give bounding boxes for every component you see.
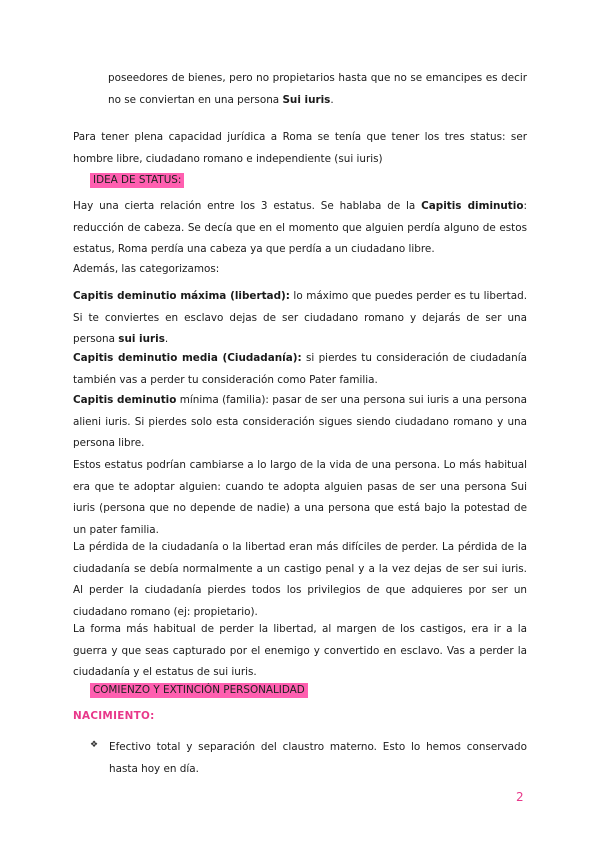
bold-term: Capitis deminutio máxima (libertad): — [73, 290, 290, 302]
paragraph-maxima — [73, 286, 527, 351]
paragraph-text: lo máximo que puedes perder es tu libertad. Si te conviertes en esclavo dejas de ser ciudadano romano y dejarás de ser una persona — [73, 290, 528, 345]
paragraph-estatus-cambio: Estos estatus podrían cambiarse a lo largo de la vida de una persona. Lo más habitual era que te adoptar alguien: cuando te adopta alguien pasas de ser una persona Sui iuris (persona que no depende de nadie) a una persona que está bajo la potestad de un pater familia. — [73, 459, 527, 536]
paragraph-capacity: Para tener plena capacidad jurídica a Roma se tenía que tener los tres status: ser hombre libre, ciudadano romano e independiente (sui iuris) — [73, 131, 527, 165]
bullet-text: Efectivo total y separación del claustro materno. Esto lo hemos conservado hasta hoy en día. — [109, 741, 527, 775]
paragraph-categorizamos: Además, las categorizamos: — [73, 263, 220, 275]
paragraph-text: Hay una cierta relación entre los 3 estatus. Se hablaba de la — [73, 200, 422, 212]
bold-term: Capitis deminutio media (Ciudadanía): — [73, 352, 302, 364]
diamond-bullet-icon: ❖ — [90, 740, 99, 750]
bold-term: Capitis diminutio — [421, 200, 524, 212]
paragraph-perdida-ciudadania: La pérdida de la ciudadanía o la libertad eran más difíciles de perder. La pérdida de la ciudadanía se debía normalmente a un castigo penal y a la vez dejas de ser sui iuris. Al perder la ciudadanía pierdes todos los privilegios de que adquieres por ser un ciudadano romano (ej: propietario). — [73, 541, 527, 618]
paragraph-text: . — [330, 93, 334, 106]
paragraph-continuation — [108, 68, 527, 111]
paragraph-text: si pierdes tu consideración de ciudadanía también vas a perder tu consideración como Pater familia. — [73, 352, 527, 386]
paragraph-minima — [73, 390, 527, 455]
bullet-item — [90, 737, 527, 780]
paragraph-text: mínima (familia): pasar de ser una persona sui iuris a una persona alieni iuris. Si pierdes solo esta consideración sigues siendo ciudadano romano y una persona libre. — [73, 394, 527, 449]
paragraph-text: . — [164, 333, 169, 345]
subheading-nacimiento: NACIMIENTO: — [73, 710, 155, 722]
heading-idea-de-status: IDEA DE STATUS: — [90, 173, 184, 188]
paragraph-text: poseedores de bienes, pero no propietarios hasta que no se emancipes es decir no se conviertan en una persona — [108, 72, 527, 106]
paragraph-capitis-diminutio — [73, 196, 527, 261]
paragraph-text: : reducción de cabeza. Se decía que en el momento que alguien perdía alguno de estos estatus, Roma perdía una cabeza ya que perdía a un ciudadano libre. — [73, 200, 527, 255]
paragraph-perdida-libertad: La forma más habitual de perder la libertad, al margen de los castigos, era ir a la guerra y que seas capturado por el enemigo y convertido en esclavo. Vas a perder la ciudadanía y el estatus de sui iuris. — [73, 623, 527, 678]
bold-term: sui iuris — [118, 333, 165, 345]
heading-comienzo-extincion: COMIENZO Y EXTINCIÓN PERSONALIDAD — [90, 683, 308, 698]
paragraph-media — [73, 348, 527, 391]
bold-term: Sui iuris — [282, 93, 331, 106]
page-number: 2 — [516, 790, 524, 804]
bold-term: Capitis deminutio — [73, 394, 177, 406]
